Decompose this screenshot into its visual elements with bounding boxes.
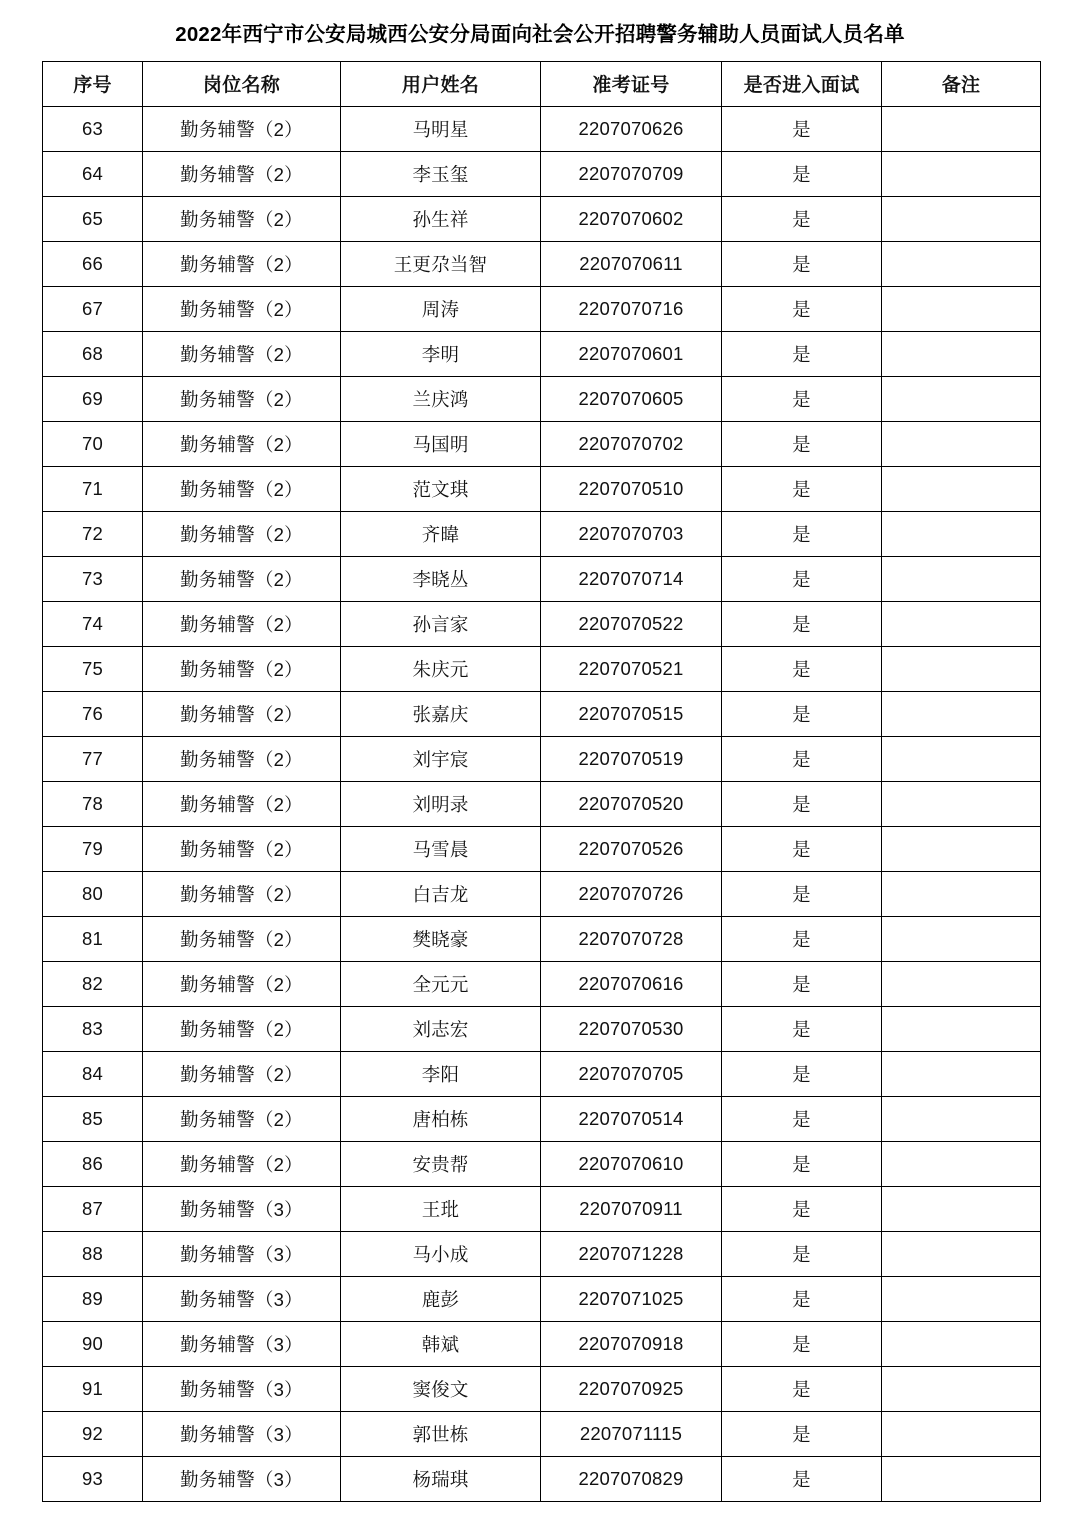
row-post: 勤务辅警（3）	[143, 1411, 341, 1456]
row-post: 勤务辅警（2）	[143, 1141, 341, 1186]
row-interview: 是	[722, 286, 882, 331]
row-interview: 是	[722, 1006, 882, 1051]
row-remark	[882, 376, 1041, 421]
row-name: 白吉龙	[341, 871, 541, 916]
table-row	[43, 556, 1041, 601]
row-remark	[882, 466, 1041, 511]
column-header-interview: 是否进入面试	[722, 61, 882, 106]
row-ticket: 2207071115	[541, 1411, 722, 1456]
row-sequence: 64	[43, 151, 143, 196]
row-post: 勤务辅警（3）	[143, 1366, 341, 1411]
row-post: 勤务辅警（2）	[143, 151, 341, 196]
row-remark	[882, 1186, 1041, 1231]
row-sequence: 79	[43, 826, 143, 871]
row-remark	[882, 196, 1041, 241]
table-row	[43, 196, 1041, 241]
row-sequence: 63	[43, 106, 143, 151]
row-remark	[882, 1321, 1041, 1366]
row-post: 勤务辅警（2）	[143, 736, 341, 781]
row-post: 勤务辅警（2）	[143, 511, 341, 556]
row-name: 兰庆鸿	[341, 376, 541, 421]
row-remark	[882, 871, 1041, 916]
row-ticket: 2207070616	[541, 961, 722, 1006]
row-remark	[882, 421, 1041, 466]
row-name: 张嘉庆	[341, 691, 541, 736]
row-sequence: 81	[43, 916, 143, 961]
table-row	[43, 1141, 1041, 1186]
row-interview: 是	[722, 916, 882, 961]
column-header-sequence: 序号	[43, 61, 143, 106]
row-post: 勤务辅警（2）	[143, 376, 341, 421]
row-remark	[882, 1051, 1041, 1096]
row-post: 勤务辅警（2）	[143, 916, 341, 961]
row-ticket: 2207070705	[541, 1051, 722, 1096]
row-interview: 是	[722, 1456, 882, 1501]
row-ticket: 2207070709	[541, 151, 722, 196]
row-name: 王玭	[341, 1186, 541, 1231]
row-sequence: 83	[43, 1006, 143, 1051]
table-row	[43, 826, 1041, 871]
row-post: 勤务辅警（2）	[143, 826, 341, 871]
row-name: 刘志宏	[341, 1006, 541, 1051]
table-row	[43, 151, 1041, 196]
row-post: 勤务辅警（2）	[143, 961, 341, 1006]
row-post: 勤务辅警（3）	[143, 1456, 341, 1501]
row-post: 勤务辅警（2）	[143, 241, 341, 286]
table-row	[43, 106, 1041, 151]
row-remark	[882, 151, 1041, 196]
table-row	[43, 376, 1041, 421]
row-remark	[882, 331, 1041, 376]
row-interview: 是	[722, 1321, 882, 1366]
row-sequence: 87	[43, 1186, 143, 1231]
row-sequence: 73	[43, 556, 143, 601]
row-name: 杨瑞琪	[341, 1456, 541, 1501]
row-sequence: 90	[43, 1321, 143, 1366]
row-interview: 是	[722, 1276, 882, 1321]
row-ticket: 2207070601	[541, 331, 722, 376]
table-row	[43, 646, 1041, 691]
row-name: 齐暐	[341, 511, 541, 556]
row-sequence: 72	[43, 511, 143, 556]
row-ticket: 2207070714	[541, 556, 722, 601]
row-ticket: 2207070610	[541, 1141, 722, 1186]
row-post: 勤务辅警（3）	[143, 1231, 341, 1276]
row-sequence: 84	[43, 1051, 143, 1096]
row-sequence: 70	[43, 421, 143, 466]
row-post: 勤务辅警（2）	[143, 781, 341, 826]
row-interview: 是	[722, 826, 882, 871]
table-body	[43, 106, 1041, 1501]
table-row	[43, 1186, 1041, 1231]
table-row	[43, 1231, 1041, 1276]
table-row	[43, 1321, 1041, 1366]
table-row	[43, 286, 1041, 331]
row-name: 周涛	[341, 286, 541, 331]
row-interview: 是	[722, 601, 882, 646]
table-row	[43, 1456, 1041, 1501]
row-post: 勤务辅警（2）	[143, 421, 341, 466]
row-ticket: 2207070716	[541, 286, 722, 331]
row-sequence: 75	[43, 646, 143, 691]
row-name: 刘宇宸	[341, 736, 541, 781]
row-interview: 是	[722, 781, 882, 826]
row-interview: 是	[722, 1366, 882, 1411]
row-post: 勤务辅警（2）	[143, 556, 341, 601]
table-row	[43, 1366, 1041, 1411]
row-post: 勤务辅警（3）	[143, 1276, 341, 1321]
row-ticket: 2207070510	[541, 466, 722, 511]
row-post: 勤务辅警（2）	[143, 646, 341, 691]
row-interview: 是	[722, 1231, 882, 1276]
row-remark	[882, 1456, 1041, 1501]
row-post: 勤务辅警（2）	[143, 286, 341, 331]
row-name: 马雪晨	[341, 826, 541, 871]
table-row	[43, 331, 1041, 376]
row-ticket: 2207070726	[541, 871, 722, 916]
table-row	[43, 1051, 1041, 1096]
row-interview: 是	[722, 1051, 882, 1096]
row-ticket: 2207070605	[541, 376, 722, 421]
row-sequence: 76	[43, 691, 143, 736]
row-remark	[882, 916, 1041, 961]
table-row	[43, 1006, 1041, 1051]
table-row	[43, 511, 1041, 556]
row-remark	[882, 736, 1041, 781]
row-name: 李明	[341, 331, 541, 376]
table-row	[43, 691, 1041, 736]
page-title: 2022年西宁市公安局城西公安分局面向社会公开招聘警务辅助人员面试人员名单	[175, 23, 905, 46]
row-ticket: 2207070611	[541, 241, 722, 286]
row-ticket: 2207070602	[541, 196, 722, 241]
row-post: 勤务辅警（2）	[143, 331, 341, 376]
row-sequence: 89	[43, 1276, 143, 1321]
row-sequence: 69	[43, 376, 143, 421]
row-remark	[882, 691, 1041, 736]
row-remark	[882, 511, 1041, 556]
table-row	[43, 961, 1041, 1006]
table-container	[0, 61, 1080, 1502]
row-post: 勤务辅警（2）	[143, 1006, 341, 1051]
row-name: 郭世栋	[341, 1411, 541, 1456]
row-ticket: 2207070925	[541, 1366, 722, 1411]
row-name: 孙生祥	[341, 196, 541, 241]
row-ticket: 2207070522	[541, 601, 722, 646]
row-sequence: 91	[43, 1366, 143, 1411]
row-sequence: 85	[43, 1096, 143, 1141]
row-remark	[882, 556, 1041, 601]
row-ticket: 2207070918	[541, 1321, 722, 1366]
row-interview: 是	[722, 196, 882, 241]
row-remark	[882, 1006, 1041, 1051]
row-name: 全元元	[341, 961, 541, 1006]
row-ticket: 2207070519	[541, 736, 722, 781]
row-sequence: 80	[43, 871, 143, 916]
row-ticket: 2207070515	[541, 691, 722, 736]
table-row	[43, 1096, 1041, 1141]
row-ticket: 2207070530	[541, 1006, 722, 1051]
row-name: 王更尕当智	[341, 241, 541, 286]
row-ticket: 2207070526	[541, 826, 722, 871]
row-name: 范文琪	[341, 466, 541, 511]
table-row	[43, 1276, 1041, 1321]
table-row	[43, 241, 1041, 286]
row-post: 勤务辅警（2）	[143, 691, 341, 736]
row-interview: 是	[722, 646, 882, 691]
row-name: 安贵帮	[341, 1141, 541, 1186]
table-row	[43, 781, 1041, 826]
row-sequence: 66	[43, 241, 143, 286]
table-header	[43, 61, 1041, 106]
row-remark	[882, 646, 1041, 691]
table-row	[43, 916, 1041, 961]
row-interview: 是	[722, 691, 882, 736]
row-interview: 是	[722, 1186, 882, 1231]
row-remark	[882, 1231, 1041, 1276]
row-sequence: 77	[43, 736, 143, 781]
interview-roster-table	[42, 61, 1041, 1502]
row-post: 勤务辅警（2）	[143, 466, 341, 511]
row-interview: 是	[722, 151, 882, 196]
row-name: 刘明录	[341, 781, 541, 826]
row-remark	[882, 601, 1041, 646]
row-name: 李阳	[341, 1051, 541, 1096]
row-ticket: 2207070521	[541, 646, 722, 691]
row-post: 勤务辅警（2）	[143, 601, 341, 646]
row-remark	[882, 1366, 1041, 1411]
row-interview: 是	[722, 1096, 882, 1141]
row-remark	[882, 961, 1041, 1006]
row-sequence: 71	[43, 466, 143, 511]
row-name: 韩斌	[341, 1321, 541, 1366]
row-ticket: 2207070911	[541, 1186, 722, 1231]
row-remark	[882, 1411, 1041, 1456]
row-remark	[882, 1096, 1041, 1141]
row-interview: 是	[722, 376, 882, 421]
column-header-remark: 备注	[882, 61, 1041, 106]
row-interview: 是	[722, 421, 882, 466]
row-interview: 是	[722, 961, 882, 1006]
row-post: 勤务辅警（3）	[143, 1321, 341, 1366]
row-name: 孙言家	[341, 601, 541, 646]
row-interview: 是	[722, 871, 882, 916]
table-row	[43, 601, 1041, 646]
row-interview: 是	[722, 466, 882, 511]
column-header-post: 岗位名称	[143, 61, 341, 106]
row-name: 朱庆元	[341, 646, 541, 691]
column-header-name: 用户姓名	[341, 61, 541, 106]
row-sequence: 68	[43, 331, 143, 376]
row-sequence: 82	[43, 961, 143, 1006]
row-name: 李玉玺	[341, 151, 541, 196]
row-name: 马小成	[341, 1231, 541, 1276]
row-post: 勤务辅警（3）	[143, 1186, 341, 1231]
row-sequence: 78	[43, 781, 143, 826]
row-name: 马国明	[341, 421, 541, 466]
row-ticket: 2207070829	[541, 1456, 722, 1501]
row-name: 唐柏栋	[341, 1096, 541, 1141]
row-sequence: 67	[43, 286, 143, 331]
row-ticket: 2207070520	[541, 781, 722, 826]
table-row	[43, 1411, 1041, 1456]
row-interview: 是	[722, 106, 882, 151]
row-sequence: 92	[43, 1411, 143, 1456]
row-post: 勤务辅警（2）	[143, 1051, 341, 1096]
row-sequence: 74	[43, 601, 143, 646]
row-ticket: 2207070728	[541, 916, 722, 961]
row-remark	[882, 106, 1041, 151]
row-interview: 是	[722, 331, 882, 376]
row-sequence: 88	[43, 1231, 143, 1276]
row-remark	[882, 241, 1041, 286]
row-ticket: 2207070626	[541, 106, 722, 151]
row-name: 樊晓豪	[341, 916, 541, 961]
row-sequence: 93	[43, 1456, 143, 1501]
row-post: 勤务辅警（2）	[143, 106, 341, 151]
table-row	[43, 466, 1041, 511]
row-remark	[882, 1141, 1041, 1186]
row-interview: 是	[722, 1411, 882, 1456]
table-row	[43, 421, 1041, 466]
column-header-ticket: 准考证号	[541, 61, 722, 106]
table-row	[43, 736, 1041, 781]
row-interview: 是	[722, 241, 882, 286]
row-name: 李晓丛	[341, 556, 541, 601]
row-remark	[882, 1276, 1041, 1321]
row-interview: 是	[722, 511, 882, 556]
row-post: 勤务辅警（2）	[143, 871, 341, 916]
row-post: 勤务辅警（2）	[143, 196, 341, 241]
row-ticket: 2207071025	[541, 1276, 722, 1321]
row-ticket: 2207070703	[541, 511, 722, 556]
row-remark	[882, 826, 1041, 871]
row-interview: 是	[722, 736, 882, 781]
row-name: 马明星	[341, 106, 541, 151]
row-sequence: 65	[43, 196, 143, 241]
table-row	[43, 871, 1041, 916]
row-post: 勤务辅警（2）	[143, 1096, 341, 1141]
row-sequence: 86	[43, 1141, 143, 1186]
row-ticket: 2207070702	[541, 421, 722, 466]
row-ticket: 2207070514	[541, 1096, 722, 1141]
row-name: 窦俊文	[341, 1366, 541, 1411]
row-remark	[882, 781, 1041, 826]
row-interview: 是	[722, 1141, 882, 1186]
row-name: 鹿彭	[341, 1276, 541, 1321]
row-interview: 是	[722, 556, 882, 601]
row-ticket: 2207071228	[541, 1231, 722, 1276]
header-row	[43, 61, 1041, 106]
row-remark	[882, 286, 1041, 331]
